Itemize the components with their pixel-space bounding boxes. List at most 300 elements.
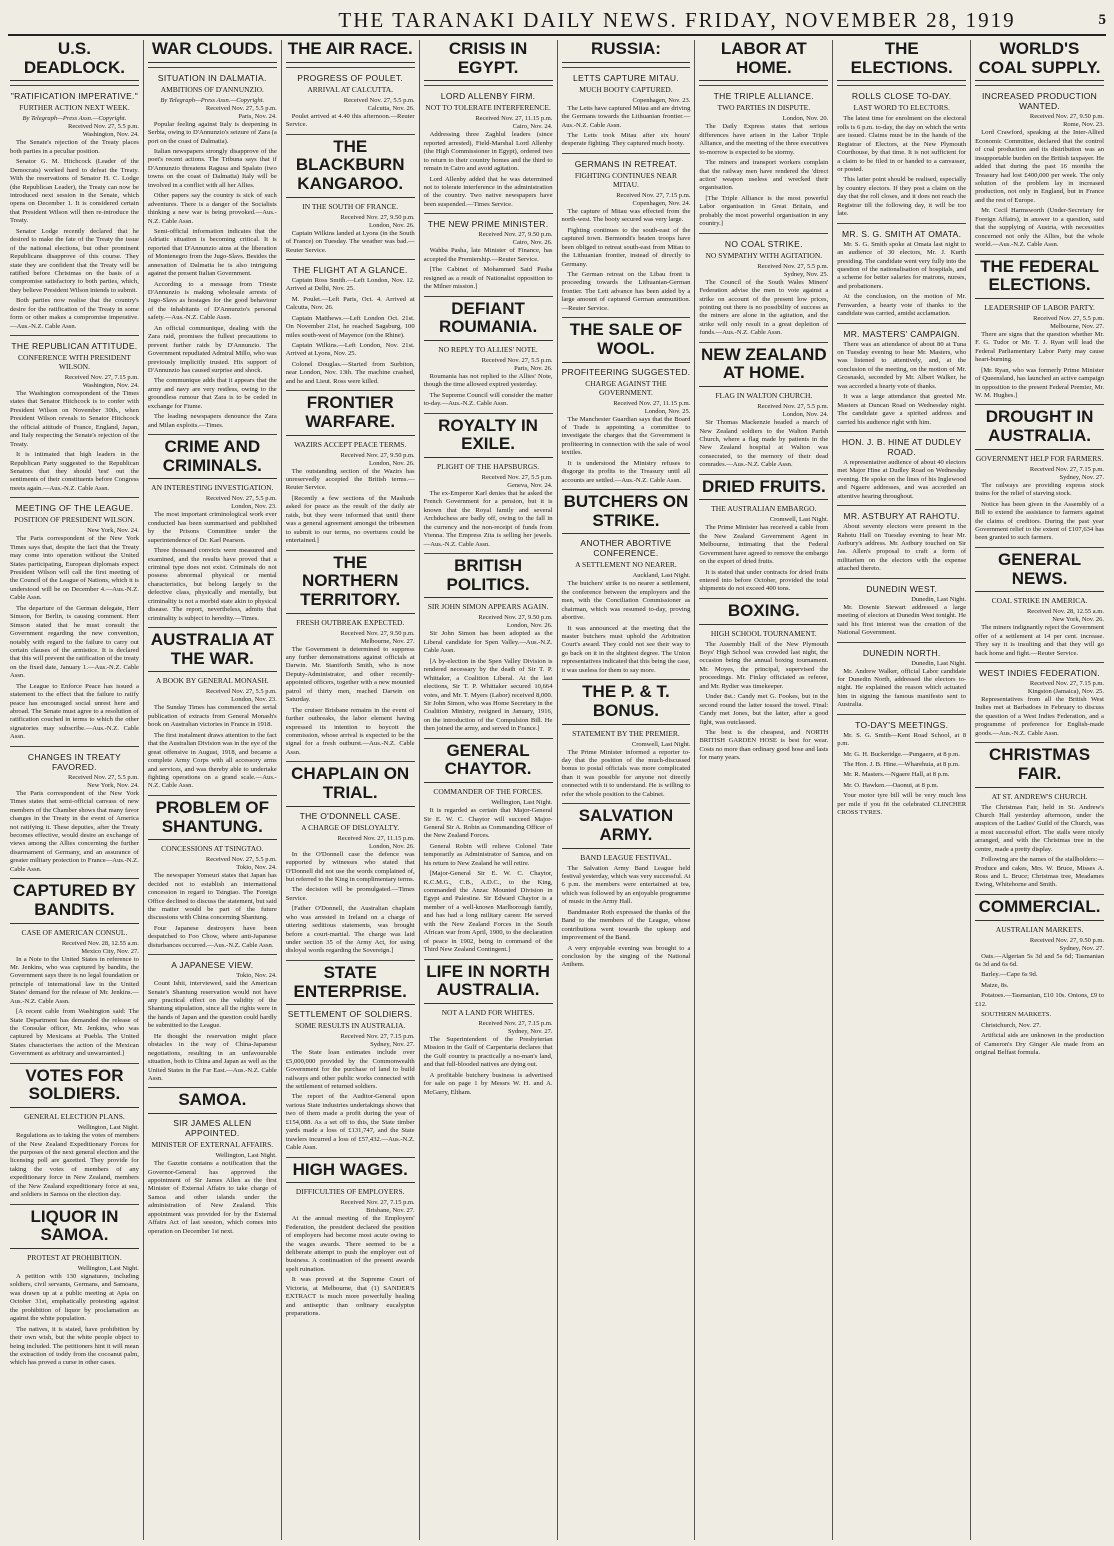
article-subhead: FLAG IN WALTON CHURCH. (715, 391, 813, 401)
article-dateline: Sydney, Nov. 27. (508, 1027, 553, 1035)
article-paragraph: The leading newspapers denounce the Zara and Milan exploits.—Times. (147, 413, 277, 429)
article-paragraph: A petition with 130 signatures, including soldiers, civil servants, Germans, and Samoans, was drawn up at a public meeting at Apia on October 31st, emphatically protesting against the prohibition of liquor by proclamation as against the white population. (10, 1273, 139, 1323)
article-subhead: BAND LEAGUE FESTIVAL. (580, 852, 672, 862)
article-dateline: London, Nov. 26. (369, 221, 415, 229)
article (562, 803, 691, 970)
article-paragraph: It was a large attendance that greeted Mr. Masters at Duncan Road on Wednesday night. The candidate gave a spirited address and carried his audience right with him. (837, 393, 967, 426)
article-headline: GENERAL NEWS. (975, 551, 1104, 592)
article-headline: BUTCHERS ON STRIKE. (562, 493, 691, 534)
article-paragraph: The cruiser Brisbane remains in the event of further outbreaks, the labor element having expressed its intention to boycott the commission, whose arrival is expected to be the signal for a fresh outburst.—Aus.-N.Z. Cable Assn. (285, 706, 415, 756)
article-subhead: AMBITIONS OF D'ANNUNZIO. (160, 84, 264, 94)
article-headline: PROBLEM OF SHANTUNG. (148, 799, 277, 840)
article (10, 878, 139, 1059)
article-headline: AUSTRALIA AT THE WAR. (148, 631, 277, 672)
article-paragraph: Colonel Douglas.—Started from Surbiton, near London, Nov. 13th. The machine crashed, and he and Lieut. Ross were killed. (285, 360, 415, 385)
article-paragraph: The decision will be promulgated.—Times Service. (285, 886, 415, 902)
article-kicker: TO-DAY'S MEETINGS. (855, 719, 949, 730)
article-paragraph: Semi-official information indicates that the Adriatic situation is becoming critical. It is reported that D'Annunzio aims at the liberation of Montenegro from the Jugo-Slavs. Besides the annexation of Dalmatia he is also intriguing against the present Italian Government. (147, 227, 277, 278)
article-paragraph: The Government is determined to suppress any further demonstrations against officials at Darwin. Mr. Staniforth Smith, who is now Deputy-Administrator, and other recently-appointed officers, together with a new mounted patrol of thirty men, reached Darwin on Saturday. (285, 645, 415, 704)
article-paragraph: SOUTHERN MARKETS. (981, 1011, 1052, 1019)
article-paragraph: The Supreme Council will consider the matter to-day.—Aus.-N.Z. Cable Assn. (423, 391, 553, 408)
article-paragraph: Your motor tyre bill will be very much less per mile if you fit the celebrated CLINCHER CROSS TYRES. (837, 792, 967, 817)
article-received: Received Nov. 27, 11.15 p.m. (337, 834, 415, 842)
news-column (420, 40, 558, 1540)
article-headline: LIFE IN NORTH AUSTRALIA. (424, 963, 553, 1004)
article-headline: NEW ZEALAND AT HOME. (699, 346, 828, 387)
article-paragraph: A representative audience of about 40 electors met Major Hine at Dudley Road on Wednesday evening. He spoke on the lines of his Inglewood and Ngaere addresses, and was accorded an attentive hearing throughout. (837, 458, 967, 500)
article-paragraph: About seventy electors were present in the Rahotu Hall on Tuesday evening to hear Mr. Astbury's address. Mr. Astbury touched on Sir Jas. Allen's proposal to craft a form of militarism on the electors with the expense attached thereto. (837, 523, 967, 573)
article (424, 296, 553, 409)
article-paragraph: Mr. S. G. Smith—Kent Road School, at 8 p.m. (837, 731, 967, 748)
article-paragraph: The communique adds that it appears that the army and navy are very restless, owing to the groundless rumour that Zara is to be ceded in exchange for Fiume. (147, 377, 277, 410)
article-paragraph: Lord Allenby added that he was determined not to tolerate interference in the administration of the country. Two native newspapers have been suspended.—Times Service. (423, 175, 553, 208)
article (699, 85, 828, 228)
article-kicker: SIR JAMES ALLEN APPOINTED. (173, 1118, 252, 1139)
article-subhead: DIFFICULTIES OF EMPLOYERS. (295, 1187, 405, 1197)
article-subhead: MUCH BOOTY CAPTURED. (579, 84, 673, 94)
article-paragraph: The first instalment draws attention to the fact that the Australian Division was in the eye of the great offensive in August, 1918, and became a complete Army Corps with all accessory arms and services, and was thereby able to undertake fighting operations on a grand scale.—Aus.-N.Z. Cable Assn. (147, 731, 277, 790)
article-paragraph: Count Ishii, interviewed, said the American Senate's Shantung reservation would not have any practical effect on the validity of the Shantung stipulation, since all the rights were in the hands of Japan and the question could hardly be submitted to the League. (147, 980, 277, 1030)
article-dateline: Cairo, Nov. 24. (512, 123, 553, 131)
article-paragraph: The Senate's rejection of the Treaty places both parties in a peculiar position. (10, 139, 139, 155)
article-paragraph: The Letts have captured Mitau and are driving the Germans towards the Lithuanian frontier.—Aus.-N.Z. Cable Assn. (561, 104, 691, 129)
article (286, 390, 415, 545)
article-paragraph: The German retreat on the Libau front is proceeding towards the Lithuanian-German frontier. The Lett advance has been aided by a large amount of captured German ammunition.—Reuter Service. (561, 270, 691, 312)
article-paragraph: The Assembly Hall of the New Plymouth Boys' High School was crowded last night, the occasion being the annual boxing tournament. Mr. Moyes, the principal, supervised the proceedings. Mr. Finlay officiated as referee, and Mr. Rydier was timekeeper. (699, 640, 829, 690)
article-dateline: Calcutta, Nov. 26. (367, 104, 415, 112)
article (286, 67, 415, 130)
article-paragraph: The report of the Auditor-General upon various State industries undertakings shows that two of them made a profit during the year of £154,088. As a set off to this, the State timber yards made a loss of £131,747, and the State trawlers incurred a loss of £57,432.—Aus.-N.Z. Cable Assn. (285, 1093, 415, 1152)
article (148, 795, 277, 950)
article-kicker: MR. ASTBURY AT RAHOTU. (843, 511, 960, 522)
article-received: Received Nov. 27, 5.5 p.m. (205, 856, 277, 864)
article (424, 85, 553, 209)
article-paragraph: The best is the cheapest, and NORTH BRITISH GARDEN HOSE is best for wear. Costs no more than ordinary good hose and lasts for many years. (699, 728, 829, 762)
article-paragraph: [The Triple Alliance is the most powerful Labor organisation in Great Britain, and probably the most powerful organisation in any country.] (699, 194, 829, 228)
article-subhead: MINISTER OF EXTERNAL AFFAIRS. (151, 1140, 274, 1150)
article-dateline: New York, Nov. 26. (1052, 616, 1104, 624)
article-received: Received Nov. 27, 7.15 p.m. (1029, 465, 1104, 473)
article-dateline: Paris, Nov. 26. (514, 364, 553, 372)
article-paragraph: He thought the reservation might place obstacles in the way of China-Japanese negotiations, resulting in an unfavourable situation, both to China and Japan as well as the United States in the Far East.—Aus.-N.Z. Cable Assn. (147, 1032, 277, 1082)
article (286, 550, 415, 758)
article-paragraph: The railways are providing express stock trains for the relief of starving stock. (975, 481, 1104, 498)
article-subhead: CONCESSIONS AT TSINGTAO. (161, 844, 264, 854)
article-received: Received Nov. 27, 5.5 p.m. (757, 403, 829, 411)
article (10, 497, 139, 742)
masthead (8, 6, 1106, 36)
article-paragraph: Following are the names of the stallholders:—Produce and cakes, Mrs. W. Bruce, Misses A. Ross and L. Bruce; Christmas tree, Meadames Ewing, Whitehorne and Smith. (975, 856, 1104, 889)
article-paragraph: The State loan estimates include over £5,000,000 provided by the Commonwealth Government for the purchase of land to build railways and other public works connected with the settlement of returned soldiers. (285, 1049, 415, 1090)
article-headline: SALVATION ARMY. (562, 807, 691, 848)
article (424, 413, 553, 549)
article-received: Received Nov. 27, 9.50 p.m. (1029, 113, 1104, 121)
article-byline: By Telegraph—Press Assn.—Copyright. (160, 96, 265, 104)
article (562, 153, 691, 313)
article (975, 662, 1104, 738)
article-subhead: CONFERENCE WITH PRESIDENT WILSON. (18, 353, 131, 371)
article-paragraph: A profitable butchery business is advertised for sale on page 1 by Messrs W. H. and A. McGarry, Eltham. (423, 1071, 553, 1096)
article-paragraph: Sir Thomas Mackenzie headed a march of New Zealand soldiers to the Walton Parish Church, where a flag made by patients in the New Zealand hospital at Walton was consecrated, to the memory of their dead comrades.—Aus.-N.Z. Cable Assn. (699, 419, 829, 469)
article-received: Received Nov. 27, 5.5 p.m. (343, 96, 415, 104)
article-headline: CRIME AND CRIMINALS. (148, 438, 277, 479)
article-dateline: Washington, Nov. 24. (82, 131, 139, 139)
column-headline: WAR CLOUDS. (148, 40, 277, 63)
article-subhead: COMMANDER OF THE FORCES. (433, 787, 543, 797)
article-dateline: Wellington, Last Night. (215, 1152, 277, 1160)
article-paragraph: The Manchester Guardian says that the Board of Trade is appointing a committee to investigate the charges that the Government is profiteering in connection with the sale of wool textiles. (561, 415, 691, 457)
article-headline: SAMOA. (148, 1091, 277, 1114)
article-paragraph: Fighting continues to the south-east of the captured town. Bermondt's beaten troops have been obliged to retreat south-east from Mitau to the Lithuanian frontier, instead of directly to Germany. (561, 226, 691, 268)
article-paragraph: Mr. R. Masters.—Ngaere Hall, at 8 p.m. (843, 771, 950, 779)
article-paragraph: According to a message from Trieste D'Annunzio is making wholesale arrests of Jugo-Slavs as hostages for the good behaviour of the inhabitants of D'Annunzio's personal safety.—Aus.-N.Z. Cable Assn. (147, 280, 277, 322)
article-paragraph: Under 8st.: Candy met G. Fookes, but in the second round the latter tossed the towel. Final: Candy met Jones, but the latter, after a good fight, was outclassed. (699, 693, 829, 726)
article-dateline: London, Nov. 23. (231, 696, 277, 704)
article (10, 746, 139, 874)
article-received: Received Nov. 27, 11.15 p.m. (613, 399, 691, 407)
article-paragraph: Mr. Cecil Harmsworth (Under-Secretary for Foreign Affairs), in answer to a question, said that the supplying of Austria, with necessities concerned not only the Allies, but the whole world.—Aus.-N.Z. Cable Assn. (975, 207, 1104, 249)
article-dateline: Copenhagen, Nov. 24. (632, 199, 691, 207)
article-dateline: Washington, Nov. 24. (82, 382, 139, 389)
article-dateline: Wellington, Last Night. (491, 799, 553, 807)
article-subhead: THE AUSTRALIAN EMBARGO. (711, 504, 817, 514)
article-paragraph: It is regarded as certain that Major-General Sir E. W. C. Chaytor will succeed Major-General Sir A. Robin as Commanding Officer of the New Zealand Forces. (423, 807, 553, 840)
article-paragraph: A very enjoyable evening was brought to a conclusion by the singing of the National Anthem. (561, 944, 691, 969)
article (10, 1063, 139, 1200)
article-paragraph: The Paris correspondent of the New York Times says that, despite the fact that the Treaty may come into operation without the United States participating, European diplomats expect President Wilson will call the first meeting of the Council of the League of Nations, which it is understood will be on December 4.—Aus.-N.Z. Cable Assn. (10, 535, 139, 602)
article (699, 342, 828, 470)
article (837, 578, 966, 638)
article-headline: DROUGHT IN AUSTRALIA. (975, 408, 1104, 449)
article-paragraph: At the annual meeting of the Employers' Federation, the president declared the position of employers had become most acute owing to the wages awards. There seemed to be a deliberate attempt to push the employer out of business. A continuation of the present awards spelt ruination. (285, 1215, 415, 1273)
article-dateline: Melbourne, Nov. 27. (1050, 322, 1104, 330)
article (148, 1087, 277, 1236)
article (837, 323, 966, 427)
article-paragraph: Mr. Downie Stewart addressed a large meeting of electors at Dunedin West tonight. He said his first interest was the creation of the National Government. (837, 603, 967, 637)
article-subhead: ARRIVAL AT CALCUTTA. (307, 84, 394, 94)
article-paragraph: It is stated that under contracts for dried fruits entered into before October, provided the total shipments do not exceed 400 tons. (699, 568, 829, 593)
article (699, 233, 828, 338)
article-paragraph: Lord Crawford, speaking at the Inter-Allied Economic Committee, declared that the control of coal production and its distribution was an insupportable burden on the British taxpayer. He added that during the past 16 months the Treasury had lost £400,000 per week. The only solution of the problem lay in increased production, not only in England, but in France and the rest of Europe. (975, 129, 1104, 204)
article (286, 761, 415, 956)
article-dateline: Tokio, Nov. 24. (236, 972, 277, 980)
article (975, 894, 1104, 1058)
article-dateline: Geneva, Nov. 24. (507, 482, 553, 489)
article-subhead: HIGH SCHOOL TOURNAMENT. (710, 628, 817, 638)
article-paragraph: Popular feeling against Italy is deepening in Serbia, owing to D'Annunzio's seizure of Zara (a port on the coast of Dalmatia). (147, 120, 277, 145)
article-dateline: Melbourne, Nov. 27. (360, 637, 415, 645)
column-headline: CRISIS IN EGYPT. (424, 40, 553, 81)
article-dateline: London, Nov. 24. (782, 411, 829, 419)
article-paragraph: The Christmas Fair, held in St. Andrew's Church Hall yesterday afternoon, under the auspices of the Ladies' Guild of the Church, was a most successful effort. The stalls were nicely arranged, and with the Christmas tree in the centre, made a pretty display. (975, 803, 1104, 853)
article-received: Received Nov. 27, 5.5 p.m. (757, 262, 829, 270)
article-paragraph: Artificial aids are unknown in the production of Cameron's Dry Ginger Ale made from an original Belfast formula. (975, 1032, 1104, 1056)
article-paragraph: Christchurch, Nov. 27. (981, 1021, 1041, 1029)
article-paragraph: Captain Wilkins landed at Lyons (in the South of France) on Tuesday. The weather was bad.—Reuter Service. (285, 229, 415, 254)
article-kicker: SITUATION IN DALMATIA. (157, 72, 267, 83)
article-kicker: INCREASED PRODUCTION WANTED. (982, 91, 1098, 112)
article-paragraph: The Salvation Army Band League held festival yesterday, which was very successful. At 6 p.m. the members were entertained at tea, which was followed by an enjoyable programme of music in the Army Hall. (561, 864, 691, 906)
news-column (971, 40, 1108, 1540)
news-column (558, 40, 696, 1540)
article-paragraph: Captain Matthews.—Left London Oct. 21st. On November 21st, he reached Sagsburg, 100 miles south-west of Mayence (on the Rhine). (285, 314, 415, 339)
article-dateline: Rome, Nov. 23. (1063, 121, 1104, 129)
article-subhead: NO REPLY TO ALLIES' NOTE. (438, 344, 538, 354)
article-kicker: A JAPANESE VIEW. (171, 960, 254, 971)
masthead-title: THE TARANAKI DAILY NEWS. FRIDAY, NOVEMBER 28, 1919 (338, 7, 1016, 32)
article-received: Received Nov. 27, 7.15 p.m. (340, 1199, 415, 1207)
article-subhead: A BOOK BY GENERAL MONASH. (155, 676, 269, 686)
article-kicker: LETTS CAPTURE MITAU. (572, 72, 679, 83)
article (562, 679, 691, 799)
article-paragraph: The butchers' strike is no nearer a settlement, the conference between the employers and the men, with the Conciliation Commissioner as chairman, which was resumed to-day, proving abortive. (561, 580, 691, 622)
column-headline: U.S. DEADLOCK. (10, 40, 139, 81)
article-kicker: THE FLIGHT AT A GLANCE. (292, 264, 408, 275)
article-paragraph: Barley.—Cape 6s 9d. (981, 971, 1038, 979)
article-paragraph: It is understood the Ministry refuses to disgorge its profits to the Treasury until all accounts are settled.—Aus.-N.Z. Cable Assn. (561, 459, 691, 484)
page-number: 5 (1098, 11, 1106, 28)
article-paragraph: [A recent cable from Washington said: The State Department has demanded the release of the Consular officer, Mr. Jenkins, who was captured by Mexicans at Puebla. The United States characterises the action of the Mexican Government as arbitrary and unwarranted.] (10, 1008, 139, 1058)
article-paragraph: Three thousand convicts were measured and examined, and the results have proved that a criminal type does not exist. Criminals do not possess abnormal physical or mental characteristics, but belong largely to the defective class, physically and mentally, but criminality is not a morbid state akin to physical disease. The report, nevertheless, admits that criminality is subject to heredity.—Times. (147, 547, 277, 622)
article-paragraph: Mr. O. Hawken.—Oaonui, at 8 p.m. (843, 781, 939, 789)
article-headline: DRIED FRUITS. (699, 478, 828, 501)
article-received: Received Nov. 27, 7.15 p.m. (1029, 679, 1104, 687)
article (286, 259, 415, 386)
article-paragraph: Other papers say the country is sick of such adventures. There is a danger of the Socialists thinking a new war is being provoked.—Aus.-N.Z. Cable Assn. (147, 192, 277, 225)
article-dateline: Dunedin, Last Night. (911, 595, 967, 603)
article-dateline: London, Nov. 23. (231, 503, 277, 511)
article-received: Received Nov. 27, 5.5 p.m. (205, 688, 277, 696)
article-subhead: IN THE SOUTH OF FRANCE. (302, 201, 399, 211)
article-kicker: MR. MASTERS' CAMPAIGN. (843, 328, 961, 339)
article-subhead: CHARGE AGAINST THE GOVERNMENT. (585, 378, 667, 397)
article-headline: THE FEDERAL ELECTIONS. (975, 258, 1104, 299)
article-paragraph: [Mr. Ryan, who was formerly Prime Minister of Queensland, has launched an active campaign in opposition to the present Federal Premier, Mr. W. M. Hughes.] (975, 366, 1104, 399)
article (286, 1157, 415, 1319)
article-received: Received Nov. 27, 7.15 p.m. (478, 1019, 553, 1027)
column-headline: RUSSIA: (562, 40, 691, 63)
article-headline: DEFIANT ROUMANIA. (424, 300, 553, 341)
article-paragraph: Maize, 8s. (981, 981, 1009, 989)
article-paragraph: At the conclusion, on the motion of Mr. Fenwarden, a hearty vote of thanks to the candidate was carried, amidst acclamation. (837, 293, 967, 318)
article-subhead: FIGHTING CONTINUES NEAR MITAU. (574, 170, 677, 189)
article (975, 547, 1104, 658)
article-headline: VOTES FOR SOLDIERS. (10, 1067, 139, 1108)
article-paragraph: Poulet arrived at 4.40 this afternoon.—Reuter Service. (285, 112, 415, 129)
article-kicker: MR. S. G. SMITH AT OMATA. (842, 228, 962, 239)
article-subhead: LEADERSHIP OF LABOR PARTY. (984, 302, 1095, 312)
article-paragraph: There are signs that the question whether Mr. F. G. Tudor or Mr. T. J. Ryan will lead the Federal Parliamentary Labor Party may cause heart-burning. (975, 330, 1104, 364)
article-paragraph: The Washington correspondent of the Times states that Senator Hitchcock is to confer with President Wilson on November 30th., when President Wilson reveals to Senator Hitchcock the official attitude of France, England, Japan, and Italy respecting the Senate's rejection of the Treaty. (10, 390, 139, 448)
article-paragraph: The Prime Minister informed a reporter to-day that the position of the much-discussed bonus to postal officials was more complicated than it was possible for anyone not directly connected with it to understand. He is willing to refer the whole position to the Cabinet. (561, 748, 691, 798)
article-paragraph: Senator Lodge recently declared that he desired to make the fate of the Treaty the issue of the national elections, but other prominent Republicans disapprove of this course. They state they are confident that the Treaty will be ratified before Christmas on the basis of a compromise satisfactory to both parties, which, they believe President Wilson intends to submit. (10, 227, 139, 294)
column-headline: LABOR AT HOME. (699, 40, 828, 81)
article-paragraph: Notice has been given in the Assembly of a Bill to extend the assistance to farmers against the claims of creditors. During the past year Government relief to the extent of £107,634 has been granted to such farmers. (975, 500, 1104, 542)
article-received: Received Nov. 27, 9.50 p.m. (478, 231, 553, 239)
article-dateline: Sydney, Nov. 27. (370, 1041, 415, 1049)
article-received: Received Nov. 27, 5.5 p.m. (1033, 314, 1104, 322)
article-dateline: Wellington, Last Night. (77, 1265, 139, 1272)
article (148, 434, 277, 623)
article-received: Received Nov. 27, 9.50 p.m. (340, 629, 415, 637)
article (424, 738, 553, 955)
article-dateline: Kingston (Jamaica), Nov. 25. (1027, 687, 1104, 695)
article-subhead: SOME RESULTS IN AUSTRALIA. (295, 1021, 406, 1031)
article-kicker: GERMANS IN RETREAT. (574, 158, 678, 169)
article-subhead: PLIGHT OF THE HAPSBURGS. (436, 462, 540, 471)
article-dateline: Sydney, Nov. 25. (783, 270, 829, 278)
article-headline: BRITISH POLITICS. (424, 557, 553, 598)
article-paragraph: The Letts took Mitau after six hours' desperate fighting. They captured much booty. (561, 132, 691, 148)
article-paragraph: [The Cabinet of Mohammed Said Pasha resigned as a result of Nationalist opposition to the Milner mission.] (423, 266, 553, 291)
article-dateline: Wellington, Last Night. (77, 1124, 139, 1132)
article-dateline: Cromwell, Last Night. (631, 740, 691, 748)
article-received: Received Nov. 27, 9.50 p.m. (1029, 936, 1104, 944)
article (286, 134, 415, 255)
article-headline: ROYALTY IN EXILE. (424, 417, 553, 458)
article-paragraph: Addressing three Zaghlul leaders (since reported arrested), Field-Marshal Lord Allenby (the High Commissioner in Egypt), ordered two to return to their country homes and the third to remain in Cairo and avoid agitation. (423, 131, 553, 173)
article-paragraph: The outstanding section of the Wazirs has unreservedly accepted the British terms.—Reuter Service. (285, 467, 415, 492)
article-received: Received Nov. 27, 5.5 p.m. (481, 356, 553, 364)
article-received: Received Nov. 27, 5.5 p.m. (205, 495, 277, 503)
article-paragraph: The miners indignantly reject the Government offer of a settlement at 14 per cent. increase. They say it is insulting and that they will go back home and fight.—Reuter Service. (975, 624, 1104, 657)
article (424, 959, 553, 1097)
article-paragraph: An official communique, dealing with the Zara raid, promises the fullest precautions to prevent further raids by D'Annunzio. The Government repudiated Admiral Millo, who was previously implicitly trusted. His support of D'Annunzio has caused surprise and shock. (147, 324, 277, 374)
article-paragraph: This latter point should be realised, especially by country electors. If they post a claim on the day that the roll closes, and it does not reach the Registrar till the following day, it will be too late. (837, 176, 967, 218)
article-kicker: LORD ALLENBY FIRM. (440, 91, 536, 102)
news-column (282, 40, 420, 1540)
article (10, 335, 139, 493)
article-paragraph: The Gazette contains a notification that the Governor-General has approved the appointment of Sir James Allen as the first Minister of External Affairs to take charge of Samoa and other islands under the administration of New Zealand. This appointment was provided for by the External Affairs Act of last session, which comes into operation on December 1st next. (147, 1160, 277, 1235)
article-dateline: Dunedin, Last Night. (911, 659, 967, 667)
article (837, 223, 966, 319)
article-kicker: DUNEDIN WEST. (866, 583, 938, 594)
article-paragraph: In the O'Donnell case the defence was supported by witnesses who stated that O'Donnell did not use the words complained of, but referred to the King in complimentary terms. (285, 850, 415, 883)
article-paragraph: Italian newspapers strongly disapprove of the poet's recent actions. The Tribuna says that if D'Annunzio threatens Ragusa and Spalato (two towns on the coast of Dalmatia) Italy will be involved in a conflict with all her Allies. (147, 148, 277, 189)
article-kicker: ANOTHER ABORTIVE CONFERENCE. (580, 538, 672, 559)
article-paragraph: [A by-election in the Spen Valley Division is rendered necessary by the death of Sir T. P. Whittaker, a Coalition Liberal. At the last elections, Sir T. P. Whittaker secured 10,664 votes, and Mr. T. Myers (Labor) received 8,000. Sir John Simon, who was Home Secretary in the Coalition Ministry, resigned in January, 1916, on the introduction of the Compulsion Bill. He then joined the army, and served in France.] (423, 657, 553, 733)
article (148, 67, 277, 430)
article-headline: THE BLACKBURN KANGAROO. (286, 138, 415, 198)
article-paragraph: In a Note to the United States in reference to Mr. Jenkins, who was captured by bandits, the Government says there is no legal foundation or principle of international law in the United States' demand for the release of Mr. Jenkins.—Aus.-N.Z. Cable Assn. (10, 955, 139, 1005)
article-received: Received Nov. 27, 7.15 p.m. (340, 1033, 415, 1041)
news-column (833, 40, 971, 1540)
article (837, 431, 966, 501)
article-paragraph: Representatives from all the British West Indies met at Barbadoes in February to discuss the question of a West Indies Federation, and a programme of preference for English-made goods.—Aus.-N.Z. Cable Assn. (975, 695, 1104, 737)
article-received: Received Nov. 27, 9.50 p.m. (340, 213, 415, 221)
article-subhead: NOT A LAND FOR WHITES. (441, 1007, 535, 1017)
article-kicker: DUNEDIN NORTH. (862, 647, 941, 658)
article-paragraph: It was proved at the Supreme Court of Victoria, at Melbourne, that (1) SANDER'S EXTRACT is much more powerfully healing and antiseptic than ordinary eucalyptus preparations. (285, 1276, 415, 1317)
article (975, 85, 1104, 249)
article-kicker: THE O'DONNELL CASE. (299, 810, 401, 821)
article-received: Received Nov. 27, 5.5 p.m. (67, 123, 139, 131)
article-dateline: London, Nov. 26. (369, 842, 415, 850)
article-dateline: London, Nov. 26. (369, 459, 415, 467)
news-column (6, 40, 144, 1540)
article-subhead: A CHARGE OF DISLOYALTY. (301, 822, 400, 832)
article-paragraph: M. Poulet.—Left Paris, Oct. 4. Arrived at Calcutta, Nov. 26. (285, 295, 415, 312)
article-paragraph: The Sunday Times has commenced the serial publication of extracts from General Monash's book on Australian victories in France in 1918. (147, 704, 277, 729)
article (562, 489, 691, 675)
article-received: Received Nov. 27, 5.5 p.m. (205, 104, 277, 112)
column-headline: WORLD'S COAL SUPPLY. (975, 40, 1104, 81)
article-dateline: London, Nov. 25. (644, 407, 691, 415)
article-paragraph: The Prime Minister has received a cable from the New Zealand Government Agent in Melbourne, intimating that the Federal Government have agreed to remove the embargo on the export of dried fruits. (699, 524, 829, 566)
article-subhead: AUSTRALIAN MARKETS. (995, 924, 1084, 934)
article-paragraph: The League to Enforce Peace has issued a statement to the effect that the failure to ratify peace has encouraged social unrest here and abroad. The Senate must agree to a resolution of ratification couched in terms to which the other signatories may subscribe.—Aus.-N.Z. Cable Assn. (10, 682, 139, 741)
article-received: Received Nov. 27, 11.15 p.m. (475, 115, 553, 123)
article-subhead: SIR JOHN SIMON APPEARS AGAIN. (427, 602, 549, 612)
article-kicker: PROGRESS OF POULET. (297, 72, 404, 83)
article-headline: COMMERCIAL. (975, 898, 1104, 921)
article-headline: HIGH WAGES. (286, 1161, 415, 1184)
article-headline: BOXING. (699, 602, 828, 625)
article (699, 598, 828, 763)
article-paragraph: Mr. G. H. Buckeridge.—Pungaere, at 8 p.m. (843, 750, 960, 758)
article-subhead: GENERAL ELECTION PLANS. (24, 1112, 125, 1122)
article-headline: GENERAL CHAYTOR. (424, 742, 553, 783)
article-subhead: LAST WORD TO ELECTORS. (853, 103, 950, 113)
article-paragraph: Four Japanese destroyers have been despatched to Foo Chow, where anti-Japanese disturbances occurred.—Aus.-N.Z. Cable Assn. (147, 924, 277, 949)
article-paragraph: The most important criminological work ever conducted has been summarised and published by the Prisons Committee under the superintendence of Dr. Karl Pearson. (147, 511, 277, 544)
article-kicker: THE REPUBLICAN ATTITUDE. (11, 341, 138, 351)
article-paragraph: The Paris correspondent of the New York Times states that semi-official canvass of new members of the Chamber shows that many favor changes in the Treaty in the event of America not ratifying it. These deputies, after the Treaty becomes effective, would desire an exchange of views among the Allies concerning the further disarmament of Germany, and an assurance of greater military protection to France—Aus.-N.Z. Cable Assn. (10, 789, 139, 873)
article-headline: CHRISTMAS FAIR. (975, 746, 1104, 787)
article-dateline: Sydney, Nov. 27. (1059, 473, 1104, 481)
article-headline: STATE ENTERPRISE. (286, 964, 415, 1005)
article-dateline: Paris, Nov. 24. (238, 112, 277, 120)
article-paragraph: Roumania has not replied to the Allies' Note, though the time allowed expired yesterday. (423, 372, 553, 389)
article (10, 85, 139, 331)
article-received: Received Nov. 27, 5.5 p.m. (67, 773, 139, 781)
article-subhead: FRESH OUTBREAK EXPECTED. (296, 617, 405, 627)
article-dateline: London, Nov. 20. (782, 115, 829, 123)
article-paragraph: Potatoes.—Tasmanian, £10 10s. Onions, £9 to £12. (975, 992, 1104, 1008)
article-dateline: Mexico City, Nov. 27. (81, 947, 139, 955)
article-paragraph: [Recently a few sections of the Mashuds asked for peace as the result of the daily air raids, but they were informed that until there was a general agreement amongst the tribesmen to submit to our terms, no overtures could be entertained.] (285, 494, 415, 545)
article (837, 85, 966, 218)
article (837, 714, 966, 818)
article-paragraph: The capture of Mitau was effected from the north-west. The booty secured was very large. (561, 207, 691, 224)
article-subhead: AN INTERESTING INVESTIGATION. (151, 483, 274, 493)
article-subhead: STATEMENT BY THE PREMIER. (572, 728, 680, 738)
article-subhead: AT ST. ANDREW'S CHURCH. (991, 791, 1088, 801)
article-kicker: "RATIFICATION IMPERATIVE." (10, 91, 139, 102)
article-kicker: ROLLS CLOSE TO-DAY. (851, 91, 952, 102)
article-subhead: NO SYMPATHY WITH AGITATION. (705, 250, 823, 260)
article-subhead: COAL STRIKE IN AMERICA. (991, 596, 1088, 606)
article-paragraph: Captain Ross Smith.—Left London, Nov. 12. Arrived at Delhi, Nov. 25. (285, 276, 415, 293)
news-column (695, 40, 833, 1540)
article-paragraph: The Daily Express states that serious differences have arisen in the Labor Triple Alliance, and the meeting of the three executives to-morrow is expected to be stormy. (699, 123, 829, 156)
article-kicker: CHANGES IN TREATY FAVORED. (27, 751, 121, 772)
article-paragraph: General Robin will relieve Colonel Tate temporarily as Administrator of Samoa, and on his return to New Zealand he will retire. (423, 842, 553, 867)
article-paragraph: Both parties now realise that the country's desire for the ratification of the Treaty in some form or other makes a compromise imperative.—Aus.-N.Z. Cable Assn. (10, 297, 139, 330)
news-columns (6, 40, 1108, 1540)
article-subhead: A SETTLEMENT NO NEARER. (575, 560, 677, 570)
article-paragraph: Mr. S. G. Smith spoke at Omata last night to an audience of 30 electors, Mr. J. Kurth presiding. The candidate went very fully into the question of the nationalisation of hospitals, and a scheme for better salaries for matrons, nurses, and probationers. (837, 240, 967, 290)
article-dateline: Brisbane, Nov. 27. (366, 1207, 415, 1215)
article (10, 1204, 139, 1368)
article-subhead: POSITION OF PRESIDENT WILSON. (14, 515, 135, 525)
article-kicker: HON. J. B. HINE AT DUDLEY ROAD. (841, 436, 962, 457)
article (837, 642, 966, 710)
article-paragraph: It is intimated that high leaders in the Republican Party suggested to the Republican Senators that they should 'test' out the sentiments of their constituents before Congress meets again.—Aus.-N.Z. Cable Assn. (10, 451, 139, 492)
article-paragraph: The ex-Emperor Karl denies that he asked the French Government for a pension, but it is known that the Royal family and several Archduchess are badly off, owing to the fall in the currency and the non-receipt of funds from Vienna. The Empress Zita is selling her jewels.—Aus.-N.Z. Cable Assn. (423, 490, 553, 548)
article-kicker: WEST INDIES FEDERATION. (979, 667, 1100, 678)
article-received: Received Nov. 27, 7.15 p.m. (64, 374, 139, 381)
